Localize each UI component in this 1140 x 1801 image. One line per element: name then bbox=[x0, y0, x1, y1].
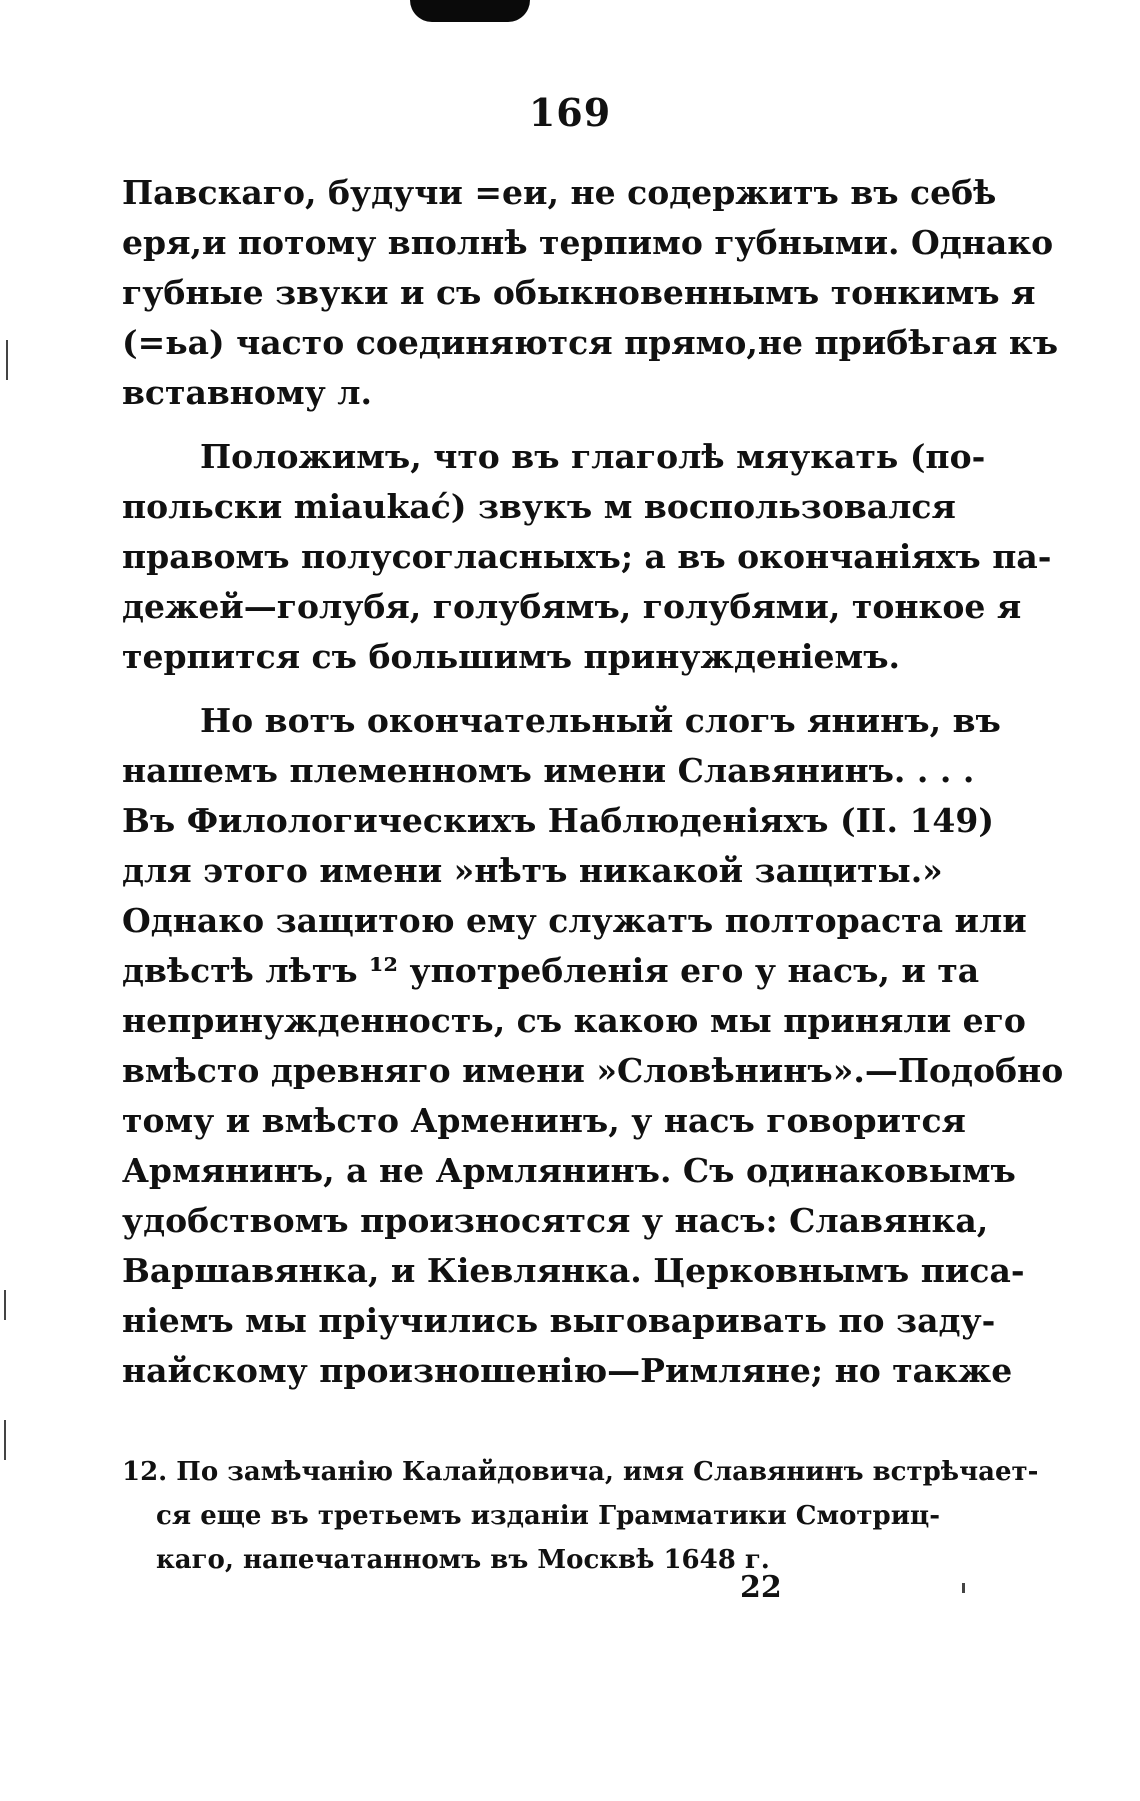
footnote-line: 12. По замѣчанію Калайдовича, имя Славянинъ встрѣчает- bbox=[122, 1457, 1039, 1487]
margin-mark bbox=[6, 340, 8, 380]
footnote-line: ся еще въ третьемъ изданіи Грамматики Смотриц- bbox=[156, 1501, 940, 1531]
text-line: правомъ полусогласныхъ; а въ окончаніяхъ па- bbox=[122, 537, 1052, 576]
margin-mark bbox=[4, 1420, 6, 1460]
text-line: (=ьа) часто соединяются прямо,не прибѣгая къ bbox=[122, 323, 1059, 362]
text-line: терпится съ большимъ принужденіемъ. bbox=[122, 637, 900, 676]
text-line: непринужденность, съ какою мы приняли его bbox=[122, 1001, 1026, 1040]
text-line: Павскаго, будучи =еи, не содержитъ въ себѣ bbox=[122, 173, 997, 212]
text-line: ніемъ мы пріучились выговаривать по заду- bbox=[122, 1301, 996, 1340]
text-line: губные звуки и съ обыкновеннымъ тонкимъ я bbox=[122, 273, 1036, 312]
paragraph-3 bbox=[122, 696, 1064, 1396]
paragraph-1 bbox=[122, 168, 1059, 418]
text-line: удобствомъ произносятся у насъ: Славянка, bbox=[122, 1201, 989, 1240]
footnote bbox=[122, 1450, 1039, 1582]
text-line: Армянинъ, а не Армлянинъ. Съ одинаковымъ bbox=[122, 1151, 1016, 1190]
text-line: еря,и потому вполнѣ терпимо губными. Однако bbox=[122, 223, 1054, 262]
text-line: найскому произношенію—Римляне; но также bbox=[122, 1351, 1013, 1390]
text-line: Въ Филологическихъ Наблюденіяхъ (II. 149) bbox=[122, 801, 994, 840]
paragraph-2 bbox=[122, 432, 1052, 682]
margin-mark bbox=[962, 1583, 965, 1593]
text-line: вмѣсто древняго имени »Словѣнинъ».—Подобно bbox=[122, 1051, 1064, 1090]
text-line: дежей—голубя, голубямъ, голубями, тонкое я bbox=[122, 587, 1022, 626]
text-line: Положимъ, что въ глаголѣ мяукать (по- bbox=[200, 437, 986, 476]
text-line: польски miaukać) звукъ м воспользовался bbox=[122, 487, 956, 526]
body-text bbox=[122, 168, 1064, 1396]
signature-mark: 22 bbox=[740, 1570, 782, 1605]
ink-blot bbox=[410, 0, 530, 22]
text-line: тому и вмѣсто Арменинъ, у насъ говорится bbox=[122, 1101, 966, 1140]
text-line: для этого имени »нѣтъ никакой защиты.» bbox=[122, 851, 943, 890]
footnote-line: каго, напечатанномъ въ Москвѣ 1648 г. bbox=[156, 1545, 770, 1575]
margin-mark bbox=[4, 1290, 6, 1320]
text-line: Но вотъ окончательный слогъ янинъ, въ bbox=[200, 701, 1001, 740]
text-line: двѣстѣ лѣтъ ¹² употребленія его у насъ, и та bbox=[122, 951, 980, 990]
page-number: 169 bbox=[528, 90, 612, 135]
text-line: Однако защитою ему служатъ полтораста или bbox=[122, 901, 1027, 940]
text-line: Варшавянка, и Кіевлянка. Церковнымъ писа- bbox=[122, 1251, 1025, 1290]
text-line: нашемъ племенномъ имени Славянинъ. . . . bbox=[122, 751, 975, 790]
text-line: вставному л. bbox=[122, 373, 372, 412]
